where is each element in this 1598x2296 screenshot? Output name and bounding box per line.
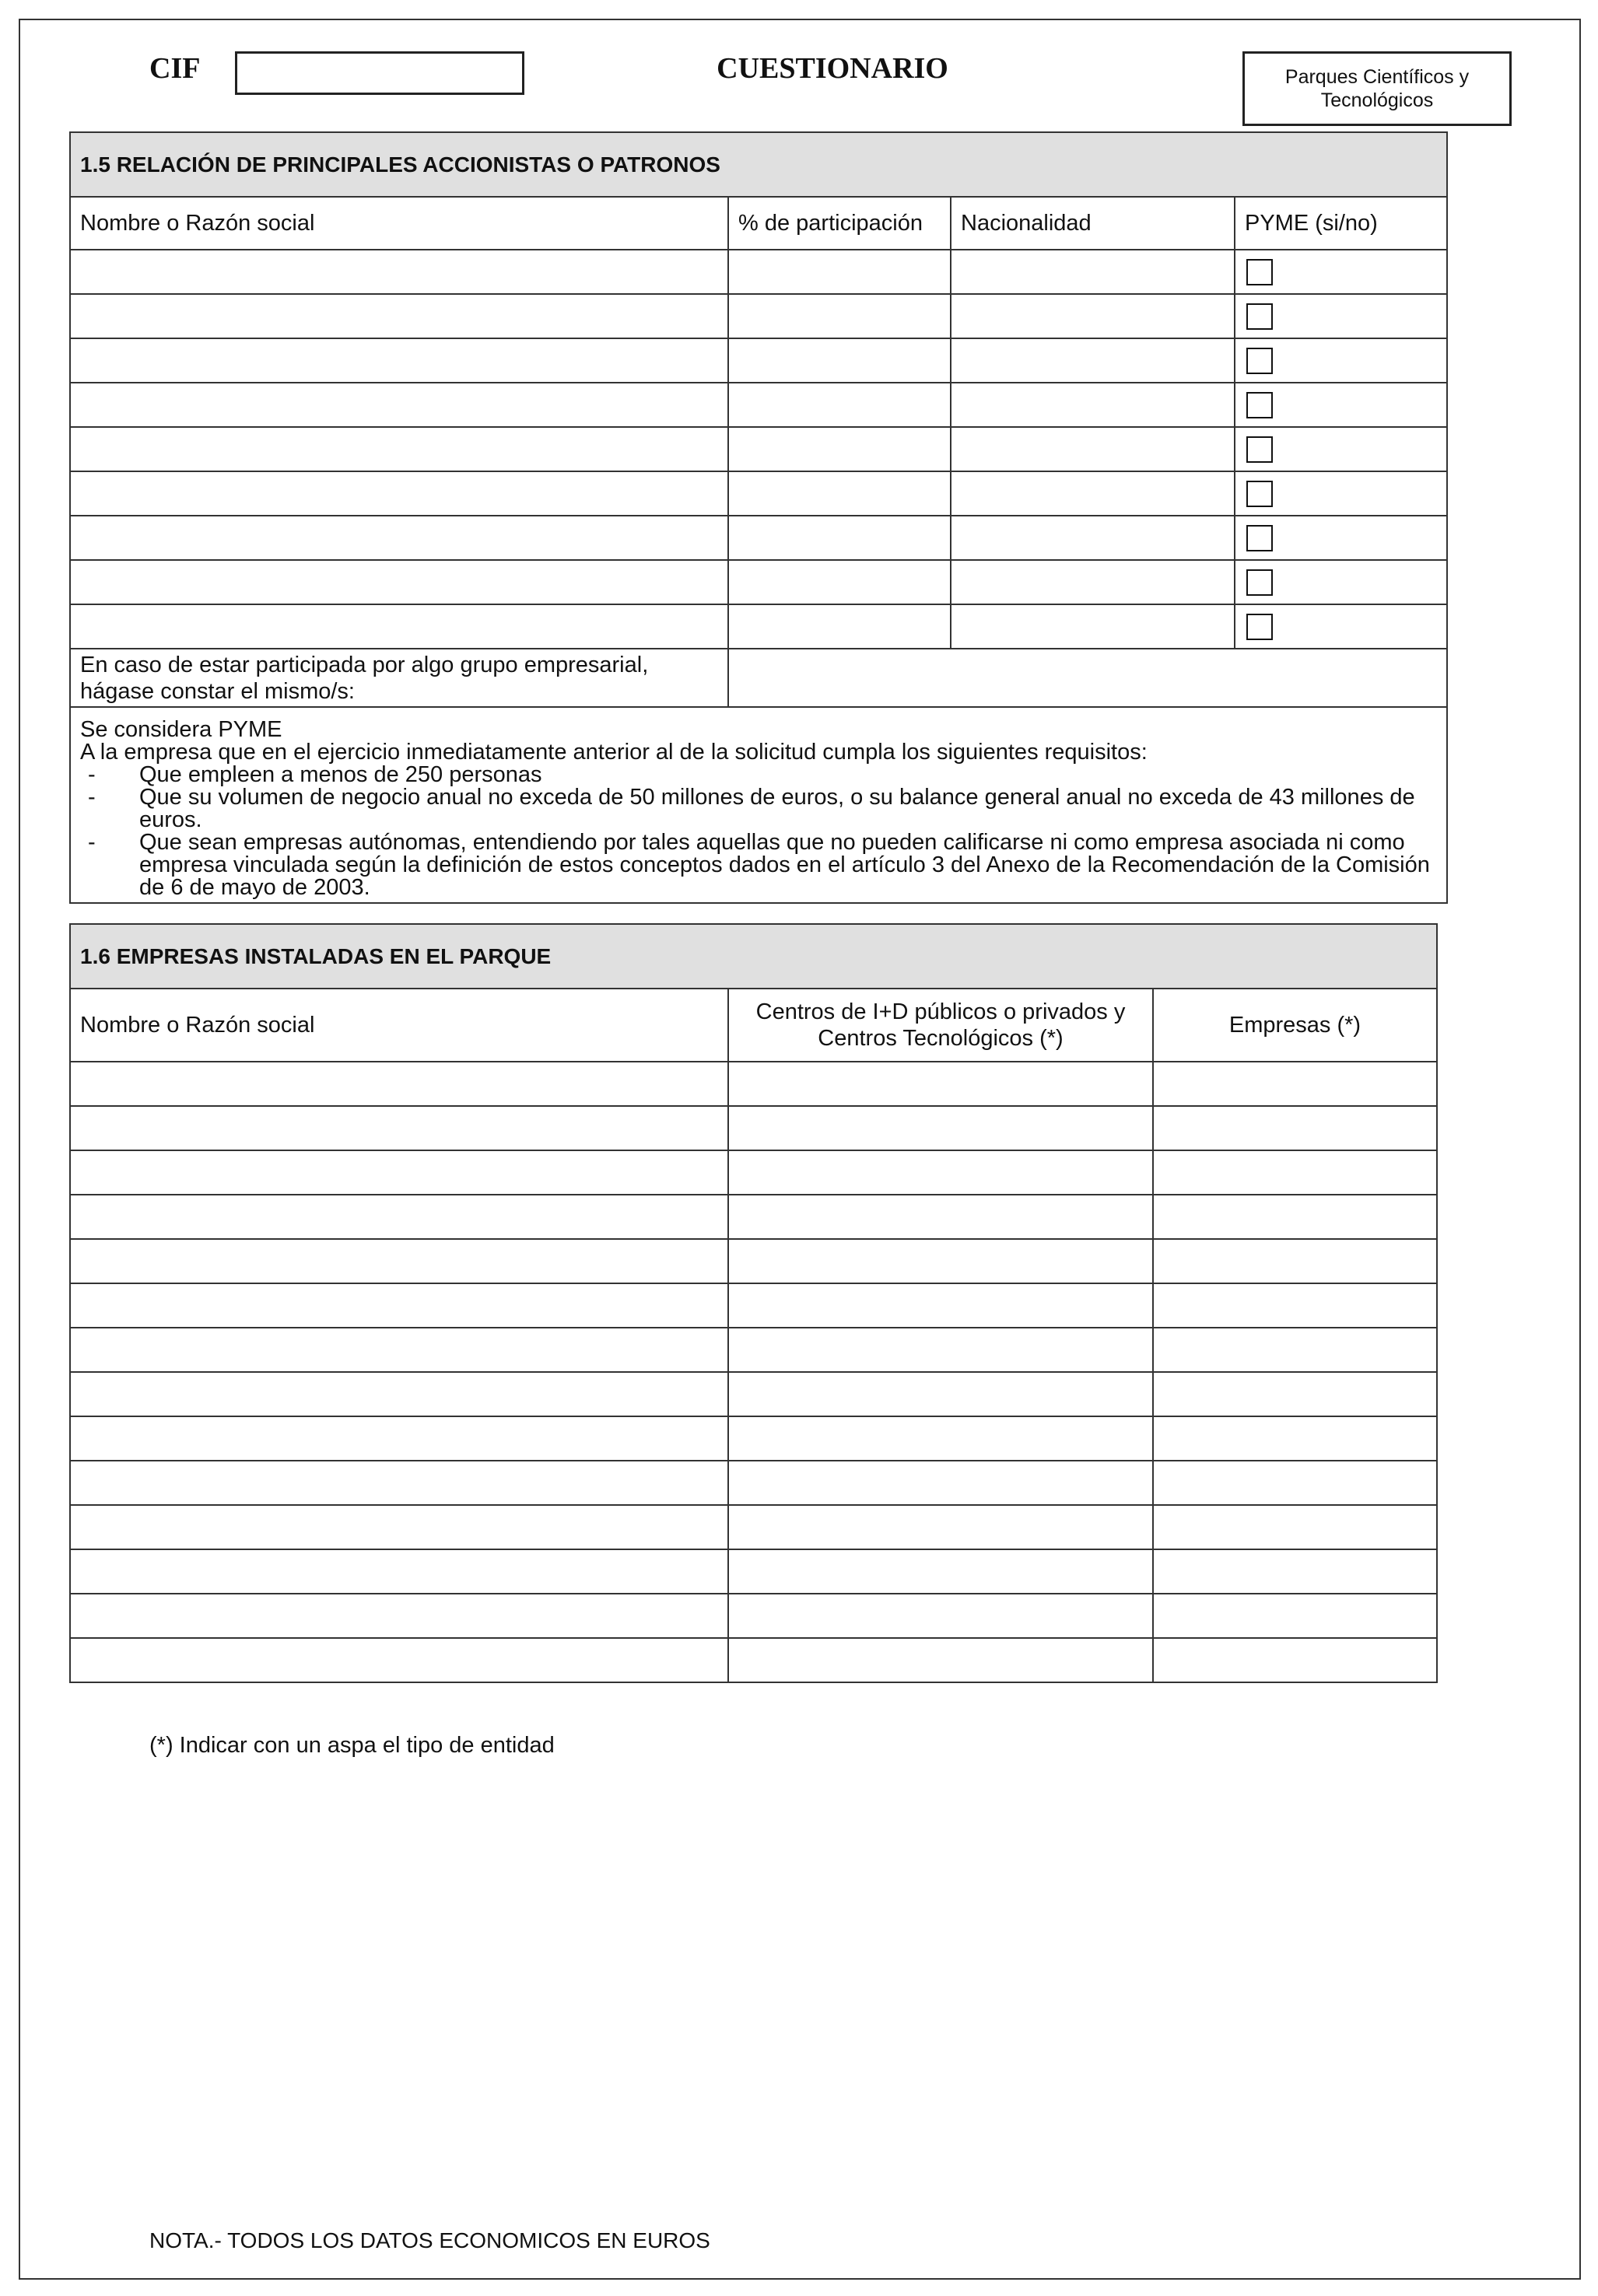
group-label: En caso de estar participada por algo grupo empresarial, hágase constar el mismo/s: (70, 649, 728, 707)
rd-centre-cell[interactable] (728, 1638, 1153, 1682)
note-item: - Que su volumen de negocio anual no exceda de 50 millones de euros, o su balance general anual no exceda de 43 millones de euros. (80, 786, 1437, 831)
pyme-cell (1235, 560, 1447, 604)
company-name-cell[interactable] (70, 1062, 728, 1106)
company-name-cell[interactable] (70, 1594, 728, 1638)
shareholder-name-cell[interactable] (70, 427, 728, 471)
company-name-cell[interactable] (70, 1549, 728, 1594)
company-row (70, 1638, 1437, 1682)
company-type-cell[interactable] (1153, 1106, 1437, 1150)
footer-note: NOTA.- TODOS LOS DATOS ECONOMICOS EN EUROS (149, 2228, 710, 2252)
nationality-cell[interactable] (951, 383, 1235, 427)
company-row (70, 1328, 1437, 1372)
installed-companies-table (69, 923, 1438, 1683)
participation-cell[interactable] (728, 338, 951, 383)
company-name-cell[interactable] (70, 1638, 728, 1682)
company-name-cell[interactable] (70, 1195, 728, 1239)
nationality-cell[interactable] (951, 604, 1235, 649)
company-name-cell[interactable] (70, 1150, 728, 1195)
note-title: Se considera PYME (80, 717, 282, 742)
pyme-checkbox[interactable] (1246, 348, 1273, 374)
nationality-cell[interactable] (951, 560, 1235, 604)
company-name-cell[interactable] (70, 1416, 728, 1461)
shareholder-name-cell[interactable] (70, 294, 728, 338)
pyme-checkbox[interactable] (1246, 614, 1273, 640)
pyme-checkbox[interactable] (1246, 303, 1273, 330)
company-type-cell[interactable] (1153, 1283, 1437, 1328)
company-type-cell[interactable] (1153, 1239, 1437, 1283)
section-title-1-6: 1.6 EMPRESAS INSTALADAS EN EL PARQUE (70, 924, 1437, 989)
rd-centre-cell[interactable] (728, 1195, 1153, 1239)
shareholder-name-cell[interactable] (70, 471, 728, 516)
participation-cell[interactable] (728, 427, 951, 471)
company-type-cell[interactable] (1153, 1505, 1437, 1549)
pyme-checkbox[interactable] (1246, 436, 1273, 463)
shareholder-row (70, 560, 1447, 604)
column-header: Nombre o Razón social (70, 197, 728, 250)
company-row (70, 1416, 1437, 1461)
rd-centre-cell[interactable] (728, 1150, 1153, 1195)
shareholder-name-cell[interactable] (70, 604, 728, 649)
column-header: PYME (si/no) (1235, 197, 1447, 250)
pyme-cell (1235, 338, 1447, 383)
company-name-cell[interactable] (70, 1239, 728, 1283)
shareholder-name-cell[interactable] (70, 338, 728, 383)
company-type-cell[interactable] (1153, 1416, 1437, 1461)
note-item: - Que empleen a menos de 250 personas (80, 764, 1437, 786)
shareholders-table (69, 131, 1448, 904)
shareholder-row (70, 294, 1447, 338)
rd-centre-cell[interactable] (728, 1461, 1153, 1505)
nationality-cell[interactable] (951, 338, 1235, 383)
participation-cell[interactable] (728, 560, 951, 604)
company-type-cell[interactable] (1153, 1461, 1437, 1505)
participation-cell[interactable] (728, 604, 951, 649)
company-row (70, 1195, 1437, 1239)
rd-centre-cell[interactable] (728, 1505, 1153, 1549)
company-row (70, 1594, 1437, 1638)
rd-centre-cell[interactable] (728, 1062, 1153, 1106)
pyme-cell (1235, 383, 1447, 427)
company-name-cell[interactable] (70, 1106, 728, 1150)
pyme-checkbox[interactable] (1246, 525, 1273, 551)
shareholder-name-cell[interactable] (70, 560, 728, 604)
company-type-cell[interactable] (1153, 1062, 1437, 1106)
company-type-cell[interactable] (1153, 1549, 1437, 1594)
company-row (70, 1283, 1437, 1328)
pyme-cell (1235, 250, 1447, 294)
company-type-cell[interactable] (1153, 1372, 1437, 1416)
rd-centre-cell[interactable] (728, 1372, 1153, 1416)
participation-cell[interactable] (728, 383, 951, 427)
company-type-cell[interactable] (1153, 1195, 1437, 1239)
company-row (70, 1239, 1437, 1283)
column-header: % de participación (728, 197, 951, 250)
column-header: Nombre o Razón social (70, 989, 728, 1062)
program-badge: Parques Científicos y Tecnológicos (1242, 51, 1512, 126)
participation-cell[interactable] (728, 516, 951, 560)
rd-centre-cell[interactable] (728, 1239, 1153, 1283)
shareholder-name-cell[interactable] (70, 250, 728, 294)
shareholder-row (70, 383, 1447, 427)
shareholder-row (70, 427, 1447, 471)
note-intro: A la empresa que en el ejercicio inmediatamente anterior al de la solicitud cumpla los siguientes requisitos: (80, 740, 1148, 765)
pyme-cell (1235, 516, 1447, 560)
company-name-cell[interactable] (70, 1461, 728, 1505)
shareholder-row (70, 604, 1447, 649)
pyme-cell (1235, 471, 1447, 516)
company-row (70, 1505, 1437, 1549)
company-type-cell[interactable] (1153, 1328, 1437, 1372)
company-name-cell[interactable] (70, 1328, 728, 1372)
company-type-cell[interactable] (1153, 1594, 1437, 1638)
company-name-cell[interactable] (70, 1283, 728, 1328)
rd-centre-cell[interactable] (728, 1328, 1153, 1372)
rd-centre-cell[interactable] (728, 1549, 1153, 1594)
group-field[interactable] (728, 649, 1447, 707)
rd-centre-cell[interactable] (728, 1594, 1153, 1638)
pyme-checkbox[interactable] (1246, 392, 1273, 418)
nationality-cell[interactable] (951, 516, 1235, 560)
shareholder-row (70, 338, 1447, 383)
company-row (70, 1106, 1437, 1150)
rd-centre-cell[interactable] (728, 1106, 1153, 1150)
company-row (70, 1461, 1437, 1505)
shareholder-name-cell[interactable] (70, 383, 728, 427)
pyme-checkbox[interactable] (1246, 259, 1273, 285)
pyme-definition-note (70, 707, 1447, 903)
company-name-cell[interactable] (70, 1372, 728, 1416)
participation-cell[interactable] (728, 250, 951, 294)
cif-field[interactable] (235, 51, 524, 95)
shareholder-row (70, 471, 1447, 516)
company-row (70, 1150, 1437, 1195)
section-title-1-5: 1.5 RELACIÓN DE PRINCIPALES ACCIONISTAS O PATRONOS (70, 132, 1447, 197)
company-type-cell[interactable] (1153, 1150, 1437, 1195)
rd-centre-cell[interactable] (728, 1416, 1153, 1461)
company-name-cell[interactable] (70, 1505, 728, 1549)
nationality-cell[interactable] (951, 471, 1235, 516)
note-item: - Que sean empresas autónomas, entendiendo por tales aquellas que no pueden calificarse ni como empresa asociada ni como empresa vinculada según la definición de estos conceptos dados en el artículo 3 del Anexo de la Recomendación de la Comisión de 6 de mayo de 2003. (80, 831, 1437, 899)
column-header: Empresas (*) (1153, 989, 1437, 1062)
pyme-cell (1235, 294, 1447, 338)
pyme-checkbox[interactable] (1246, 569, 1273, 596)
page-title: CUESTIONARIO (717, 52, 948, 85)
footnote: (*) Indicar con un aspa el tipo de entidad (149, 1733, 555, 1758)
pyme-cell (1235, 604, 1447, 649)
shareholder-row (70, 250, 1447, 294)
company-row (70, 1062, 1437, 1106)
shareholder-row (70, 516, 1447, 560)
rd-centre-cell[interactable] (728, 1283, 1153, 1328)
company-type-cell[interactable] (1153, 1638, 1437, 1682)
column-header: Centros de I+D públicos o privados y Centros Tecnológicos (*) (728, 989, 1153, 1062)
nationality-cell[interactable] (951, 250, 1235, 294)
nationality-cell[interactable] (951, 427, 1235, 471)
participation-cell[interactable] (728, 471, 951, 516)
company-row (70, 1549, 1437, 1594)
company-row (70, 1372, 1437, 1416)
column-header: Nacionalidad (951, 197, 1235, 250)
nationality-cell[interactable] (951, 294, 1235, 338)
pyme-cell (1235, 427, 1447, 471)
shareholder-name-cell[interactable] (70, 516, 728, 560)
participation-cell[interactable] (728, 294, 951, 338)
pyme-checkbox[interactable] (1246, 481, 1273, 507)
cif-label: CIF (149, 52, 201, 85)
